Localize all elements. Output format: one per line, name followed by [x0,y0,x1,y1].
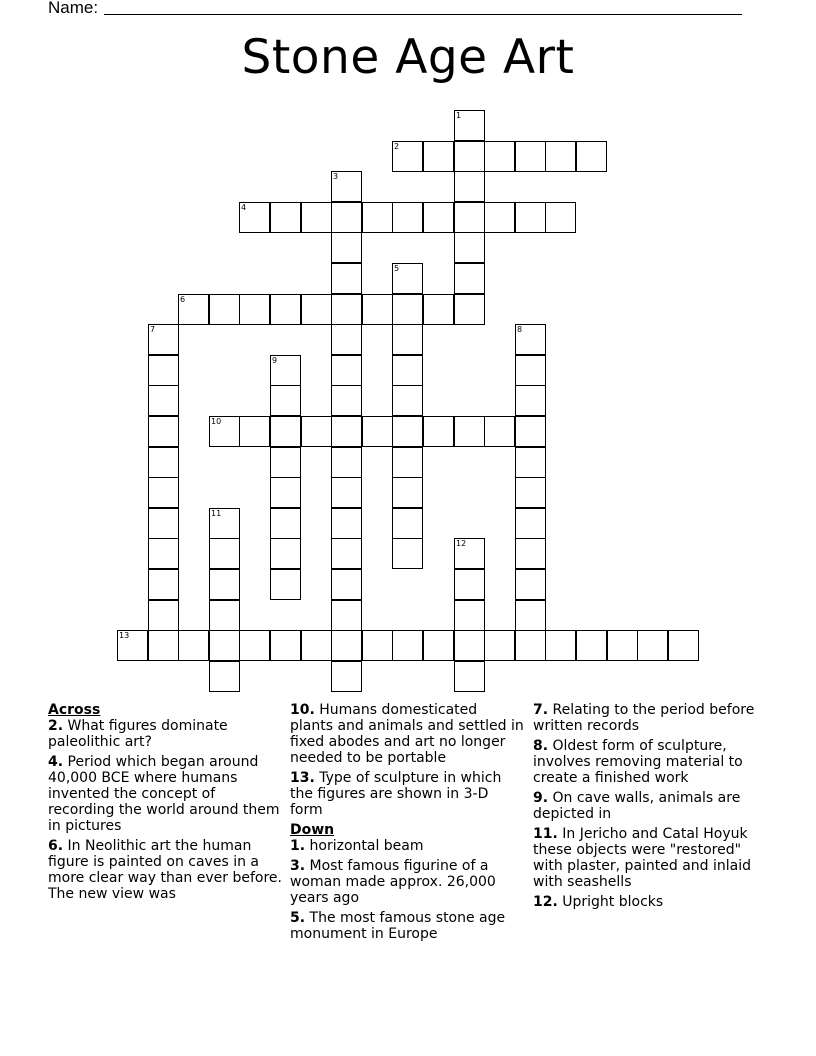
grid-cell[interactable] [209,569,240,600]
grid-cell[interactable] [423,416,454,447]
grid-cell[interactable] [576,141,607,172]
down-heading: Down [290,822,335,838]
grid-cell[interactable] [392,508,423,539]
grid-cell[interactable] [515,538,546,569]
clue-number: 9 [272,356,278,365]
grid-cell[interactable] [270,385,301,416]
grid-cell[interactable] [545,630,576,661]
grid-cell[interactable] [270,447,301,478]
grid-cell[interactable] [270,202,301,233]
grid-cell[interactable] [423,202,454,233]
clue-down-12: 12. Upright blocks [533,894,664,910]
clue-number: 12 [456,539,467,548]
clue-number: 5 [394,264,400,273]
grid-cell[interactable] [454,661,485,692]
across-heading: Across [48,702,101,718]
grid-cell[interactable] [270,569,301,600]
grid-cell[interactable] [484,416,515,447]
grid-cell[interactable] [270,538,301,569]
grid-cell[interactable] [515,324,546,355]
grid-cell[interactable] [668,630,699,661]
clue-number: 1 [456,111,462,120]
grid-cell[interactable] [392,630,423,661]
grid-cell[interactable] [148,447,179,478]
grid-cell[interactable] [209,630,240,661]
clue-number: 4 [241,203,247,212]
grid-cell[interactable] [209,600,240,631]
grid-cell[interactable] [454,141,485,172]
grid-cell[interactable] [331,385,362,416]
grid-cell[interactable] [331,202,362,233]
grid-cell[interactable] [515,447,546,478]
grid-cell[interactable] [515,569,546,600]
grid-cell[interactable] [515,355,546,386]
clue-number: 2 [394,142,400,151]
grid-cell[interactable] [423,141,454,172]
clue-number: 13 [119,631,130,640]
grid-cell[interactable] [362,202,393,233]
clue-down-3: 3. Most famous figurine of a woman made approx. 26,000 years ago [290,858,496,906]
grid-cell[interactable] [454,416,485,447]
grid-cell[interactable] [331,232,362,263]
grid-cell[interactable] [331,324,362,355]
grid-cell[interactable] [148,600,179,631]
grid-cell[interactable] [331,477,362,508]
grid-cell[interactable] [484,202,515,233]
grid-cell[interactable] [515,416,546,447]
grid-cell[interactable] [331,508,362,539]
grid-cell[interactable] [515,477,546,508]
grid-cell[interactable] [209,661,240,692]
grid-cell[interactable] [148,385,179,416]
grid-cell[interactable] [331,447,362,478]
grid-cell[interactable] [209,416,240,447]
grid-cell[interactable] [362,416,393,447]
grid-cell[interactable] [331,569,362,600]
grid-cell[interactable] [392,477,423,508]
grid-cell[interactable] [148,538,179,569]
grid-cell[interactable] [454,294,485,325]
clue-number: 10 [211,417,222,426]
clue-down-7: 7. Relating to the period before written records [533,702,755,734]
grid-cell[interactable] [392,385,423,416]
grid-cell[interactable] [515,600,546,631]
grid-cell[interactable] [148,508,179,539]
clue-across-2: 2. What figures dominate paleolithic art? [48,718,228,750]
clue-down-8: 8. Oldest form of sculpture, involves removing material to create a finished work [533,738,743,786]
grid-cell[interactable] [454,263,485,294]
clue-number: 11 [211,509,222,518]
clue-down-1: 1. horizontal beam [290,838,424,854]
grid-cell[interactable] [392,263,423,294]
grid-cell[interactable] [148,630,179,661]
clue-column-3 [533,702,767,914]
grid-cell[interactable] [301,630,332,661]
grid-cell[interactable] [331,294,362,325]
grid-cell[interactable] [515,202,546,233]
grid-cell[interactable] [331,600,362,631]
grid-cell[interactable] [454,538,485,569]
grid-cell[interactable] [270,508,301,539]
grid-cell[interactable] [545,141,576,172]
grid-cell[interactable] [484,630,515,661]
clue-across-6: 6. In Neolithic art the human figure is painted on caves in a more clear way than ever before. The new view was [48,838,282,902]
grid-cell[interactable] [270,477,301,508]
grid-cell[interactable] [545,202,576,233]
grid-cell[interactable] [392,447,423,478]
grid-cell[interactable] [270,630,301,661]
page-title: Stone Age Art [241,30,575,85]
grid-cell[interactable] [637,630,668,661]
grid-cell[interactable] [331,661,362,692]
grid-cell[interactable] [392,141,423,172]
grid-cell[interactable] [301,202,332,233]
grid-cell[interactable] [148,569,179,600]
grid-cell[interactable] [362,630,393,661]
clue-across-13: 13. Type of sculpture in which the figures are shown in 3-D form [290,770,502,818]
grid-cell[interactable] [239,202,270,233]
grid-cell[interactable] [331,355,362,386]
grid-cell[interactable] [454,202,485,233]
grid-cell[interactable] [117,630,148,661]
grid-cell[interactable] [331,538,362,569]
grid-cell[interactable] [362,294,393,325]
grid-cell[interactable] [454,600,485,631]
grid-cell[interactable] [484,141,515,172]
grid-cell[interactable] [454,110,485,141]
clue-number: 6 [180,295,186,304]
grid-cell[interactable] [301,416,332,447]
grid-cell[interactable] [515,508,546,539]
clue-number: 8 [517,325,523,334]
grid-cell[interactable] [239,416,270,447]
grid-cell[interactable] [515,630,546,661]
grid-cell[interactable] [209,538,240,569]
grid-cell[interactable] [454,171,485,202]
grid-cell[interactable] [607,630,638,661]
clue-number: 7 [150,325,156,334]
grid-cell[interactable] [423,630,454,661]
grid-cell[interactable] [576,630,607,661]
grid-cell[interactable] [515,141,546,172]
clue-down-11: 11. In Jericho and Catal Hoyuk these objects were "restored" with plaster, painted and inlaid with seashells [533,826,752,890]
grid-cell[interactable] [270,294,301,325]
clue-across-10: 10. Humans domesticated plants and animals and settled in fixed abodes and art no longer needed to be portable [290,702,524,766]
grid-cell[interactable] [148,416,179,447]
grid-cell[interactable] [392,202,423,233]
grid-cell[interactable] [392,416,423,447]
grid-cell[interactable] [239,630,270,661]
grid-cell[interactable] [423,294,454,325]
grid-cell[interactable] [178,630,209,661]
grid-cell[interactable] [148,324,179,355]
grid-cell[interactable] [270,416,301,447]
clue-number: 3 [333,172,339,181]
grid-cell[interactable] [209,508,240,539]
grid-cell[interactable] [270,355,301,386]
clue-column-2 [290,702,524,946]
clue-down-9: 9. On cave walls, animals are depicted in [533,790,741,822]
grid-cell[interactable] [301,294,332,325]
grid-cell[interactable] [515,385,546,416]
grid-cell[interactable] [331,263,362,294]
grid-cell[interactable] [331,630,362,661]
grid-cell[interactable] [454,630,485,661]
clue-column-1 [48,702,282,906]
clue-down-5: 5. The most famous stone age monument in Europe [290,910,506,942]
grid-cell[interactable] [331,171,362,202]
name-label: Name: [48,0,99,17]
grid-cell[interactable] [392,355,423,386]
grid-cell[interactable] [148,477,179,508]
grid-cell[interactable] [209,294,240,325]
grid-cell[interactable] [148,355,179,386]
grid-cell[interactable] [392,538,423,569]
grid-cell[interactable] [178,294,209,325]
grid-cell[interactable] [392,324,423,355]
grid-cell[interactable] [331,416,362,447]
grid-cell[interactable] [239,294,270,325]
grid-cell[interactable] [392,294,423,325]
grid-cell[interactable] [454,232,485,263]
grid-cell[interactable] [454,569,485,600]
clue-across-4: 4. Period which began around 40,000 BCE where humans invented the concept of recording the world around them in pictures [48,754,280,834]
